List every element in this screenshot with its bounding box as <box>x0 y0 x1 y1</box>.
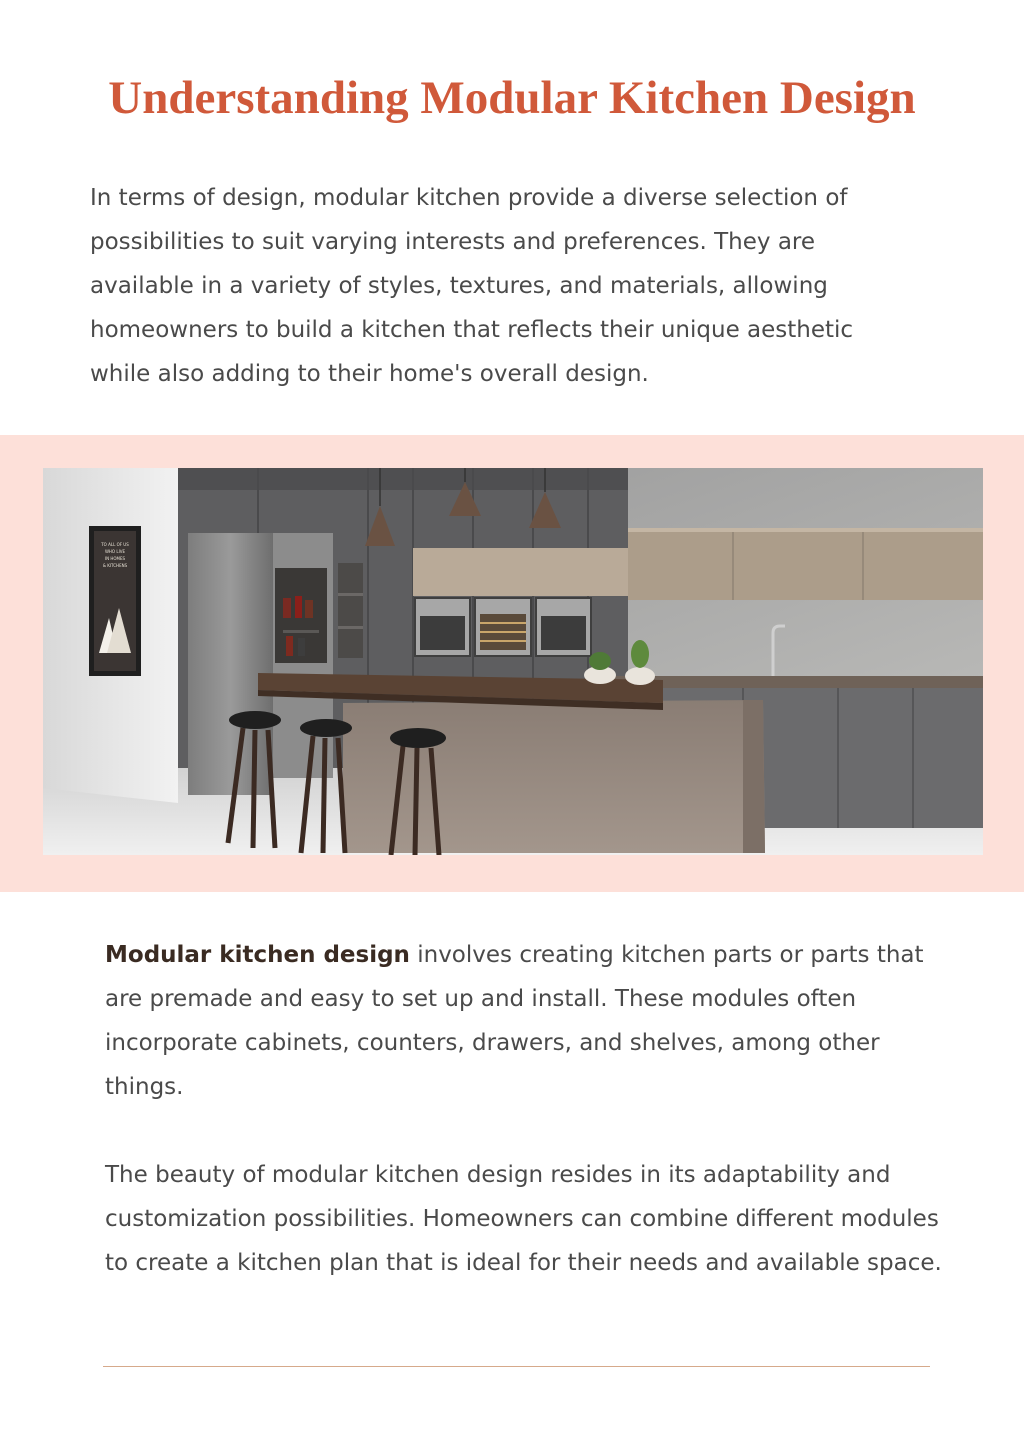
page-title: Understanding Modular Kitchen Design <box>108 72 916 124</box>
intro-paragraph: In terms of design, modular kitchen provide a diverse selection of possibilities to suit varying interests and preferences. They are available in a variety of styles, textures, and materials, allowing homeowners to build a kitchen that reflects their unique aesthetic while also adding to their home's overall design. <box>90 185 854 387</box>
second-paragraph: The beauty of modular kitchen design resides in its adaptability and customization possibilities. Homeowners can combine different modules to create a kitchen plan that is ideal for their needs and available space. <box>105 1162 942 1276</box>
body-section <box>105 933 965 1285</box>
poster-text: TO ALL OF US <box>101 542 129 547</box>
lead-rest: involves creating kitchen parts or parts that are premade and easy to set up and install. These modules often incorporate cabinets, counters, drawers, and shelves, among other things. <box>105 942 924 1100</box>
lead-paragraph <box>105 933 965 1109</box>
modular-kitchen-photo <box>43 468 983 855</box>
lead-bold: Modular kitchen design <box>105 942 410 968</box>
poster-text: IN HOMES <box>104 556 126 561</box>
potted-plant <box>625 667 655 685</box>
refrigerator <box>188 533 273 795</box>
kitchen-island <box>343 700 765 853</box>
upper-cabinets <box>413 548 628 596</box>
poster-text: & KITCHENS <box>102 563 128 568</box>
divider-line <box>103 1366 930 1367</box>
poster-text: WHO LIVE <box>104 549 126 554</box>
